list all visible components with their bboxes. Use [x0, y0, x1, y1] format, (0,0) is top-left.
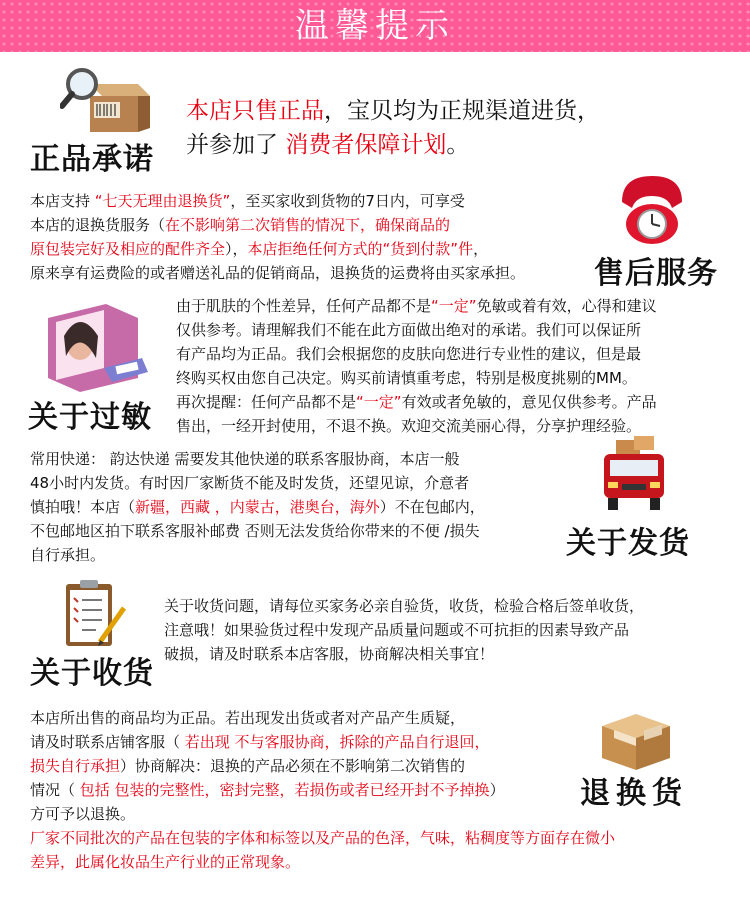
text-run: 关于收货问题，请每位买家务必亲自验货，收货，检验合格后签单收货， [164, 597, 645, 615]
text-line [176, 366, 736, 390]
text-run: 请及时联系店铺客服（ [30, 733, 185, 751]
text-run: 包括 包装的完整性，密封完整，若损伤或者已经开封不予掉换 [79, 781, 490, 799]
after-sales-text [30, 189, 590, 285]
magnifier-box-icon [60, 66, 160, 136]
section-label-receiving: 关于收货 [30, 656, 154, 691]
text-run: 常用快递： 韵达快递 需要发其他快递的联系客服协商，本店一般 [30, 450, 460, 468]
section-label-allergy: 关于过敏 [28, 400, 152, 435]
text-line [30, 519, 560, 543]
text-run: 终购买权由您自己决定。购买前请慎重考虑，特别是极度挑剔的MM。 [176, 369, 637, 387]
text-run: 原包装完好及相应的配件齐全 [30, 240, 226, 258]
text-line [176, 318, 736, 342]
text-run: 情况（ [30, 781, 80, 799]
section-label-genuine: 正品承诺 [30, 142, 154, 177]
genuine-line-2 [186, 128, 726, 162]
text-line [164, 642, 734, 666]
genuine-line-1 [186, 94, 726, 128]
cosmetics-box-icon [42, 298, 152, 394]
text-run: 48小时内发货。有时因厂家断货不能及时发货，还望见谅，介意者 [30, 474, 470, 492]
text-run: 方可予以退换。 [30, 805, 136, 823]
text-run: ，至买家收到货物的7日内，可享受 [230, 192, 465, 210]
text-line [176, 414, 736, 438]
text-line [164, 594, 734, 618]
text-run: “一定” [431, 297, 477, 315]
genuine-promise-text [186, 94, 726, 162]
text-run: ）， [225, 240, 248, 258]
text-run: 再次提醒：任何产品都不是 [176, 393, 357, 411]
text-run: 差异，此属化妆品生产行业的正常现象。 [30, 853, 301, 871]
parcel-icon [596, 706, 676, 772]
text-run: 新疆，西藏 ，内蒙古，港奥台，海外 [135, 498, 380, 516]
text-run: 不包邮地区拍下联系客服补邮费 否则无法发货给你带来的不便 /损失 [30, 522, 480, 540]
text-line [30, 471, 560, 495]
clipboard-icon [60, 578, 130, 650]
text-run: 由于肌肤的个性差异，任何产品都不是 [176, 297, 432, 315]
text-run: “七天无理由退换货” [94, 192, 231, 210]
text-line [30, 850, 730, 874]
text-line [30, 447, 560, 471]
text-run: 并参加了 [186, 132, 286, 158]
text-line [164, 618, 734, 642]
text-run: 破损，请及时联系本店客服，协商解决相关事宜！ [164, 645, 495, 663]
text-run: ，宝贝均为正规渠道进货， [324, 98, 600, 124]
text-run: 消费者保障计划 [285, 132, 447, 158]
text-run: 本店支持 [30, 192, 95, 210]
text-run: 本店只售正品 [186, 98, 324, 124]
header-banner [0, 0, 750, 52]
text-run: 本店所出售的商品均为正品。若出现发出货或者对产品产生质疑， [30, 709, 466, 727]
text-line [176, 294, 736, 318]
text-line [30, 237, 590, 261]
section-label-after-sales: 售后服务 [594, 256, 718, 291]
text-line [30, 495, 560, 519]
text-run: 。 [446, 132, 470, 158]
text-run: 注意哦！如果验货过程中发现产品质量问题或不可抗拒的因素导致产品 [164, 621, 630, 639]
telephone-icon [612, 168, 692, 248]
text-line [30, 826, 730, 850]
text-run: 有产品均为正品。我们会根据您的皮肤向您进行专业性的建议，但是最 [176, 345, 642, 363]
text-run: 损失自行承担 [30, 757, 121, 775]
receiving-text [164, 594, 734, 666]
text-run: 本店拒绝任何方式的“货到付款”件 [247, 240, 474, 258]
banner-title: 温馨提示 [295, 6, 455, 46]
text-run: 售出，一经开封使用，不退不换。欢迎交流美丽心得，分享护理经验。 [176, 417, 642, 435]
text-line [176, 390, 736, 414]
text-line [30, 261, 590, 285]
text-run: 免敏或着有效，心得和建议 [476, 297, 657, 315]
text-run: ） [489, 781, 505, 799]
text-run: 自行承担。 [30, 546, 106, 564]
text-line [30, 189, 590, 213]
text-run: ）协商解决：退换的产品必须在不影响第二次销售的 [120, 757, 466, 775]
text-line [30, 543, 560, 567]
text-run: ）不在包邮内， [379, 498, 485, 516]
text-run: 慎拍哦！本店（ [30, 498, 136, 516]
text-run: 本店的退换货服务（ [30, 216, 166, 234]
section-label-shipping: 关于发货 [566, 526, 690, 561]
text-line [30, 213, 590, 237]
text-run: 仅供参考。请理解我们不能在此方面做出绝对的承诺。我们可以保证所 [176, 321, 642, 339]
text-run: 若出现 不与客服协商，拆除的产品自行退回， [184, 733, 490, 751]
text-run: 原来享有运费险的或者赠送礼品的促销商品，退换货的运费将由买家承担。 [30, 264, 526, 282]
text-run: “一定” [356, 393, 402, 411]
section-label-returns: 退换货 [580, 776, 688, 811]
text-run: 厂家不同批次的产品在包装的字体和标签以及产品的色泽，气味，粘稠度等方面存在微小 [30, 829, 616, 847]
text-run: ， [473, 240, 489, 258]
text-run: 有效或者免敏的，意见仅供参考。产品 [401, 393, 657, 411]
shipping-text [30, 447, 560, 567]
text-run: 在不影响第二次销售的情况下，确保商品的 [165, 216, 451, 234]
truck-icon [594, 436, 674, 516]
text-line [176, 342, 736, 366]
allergy-text [176, 294, 736, 438]
